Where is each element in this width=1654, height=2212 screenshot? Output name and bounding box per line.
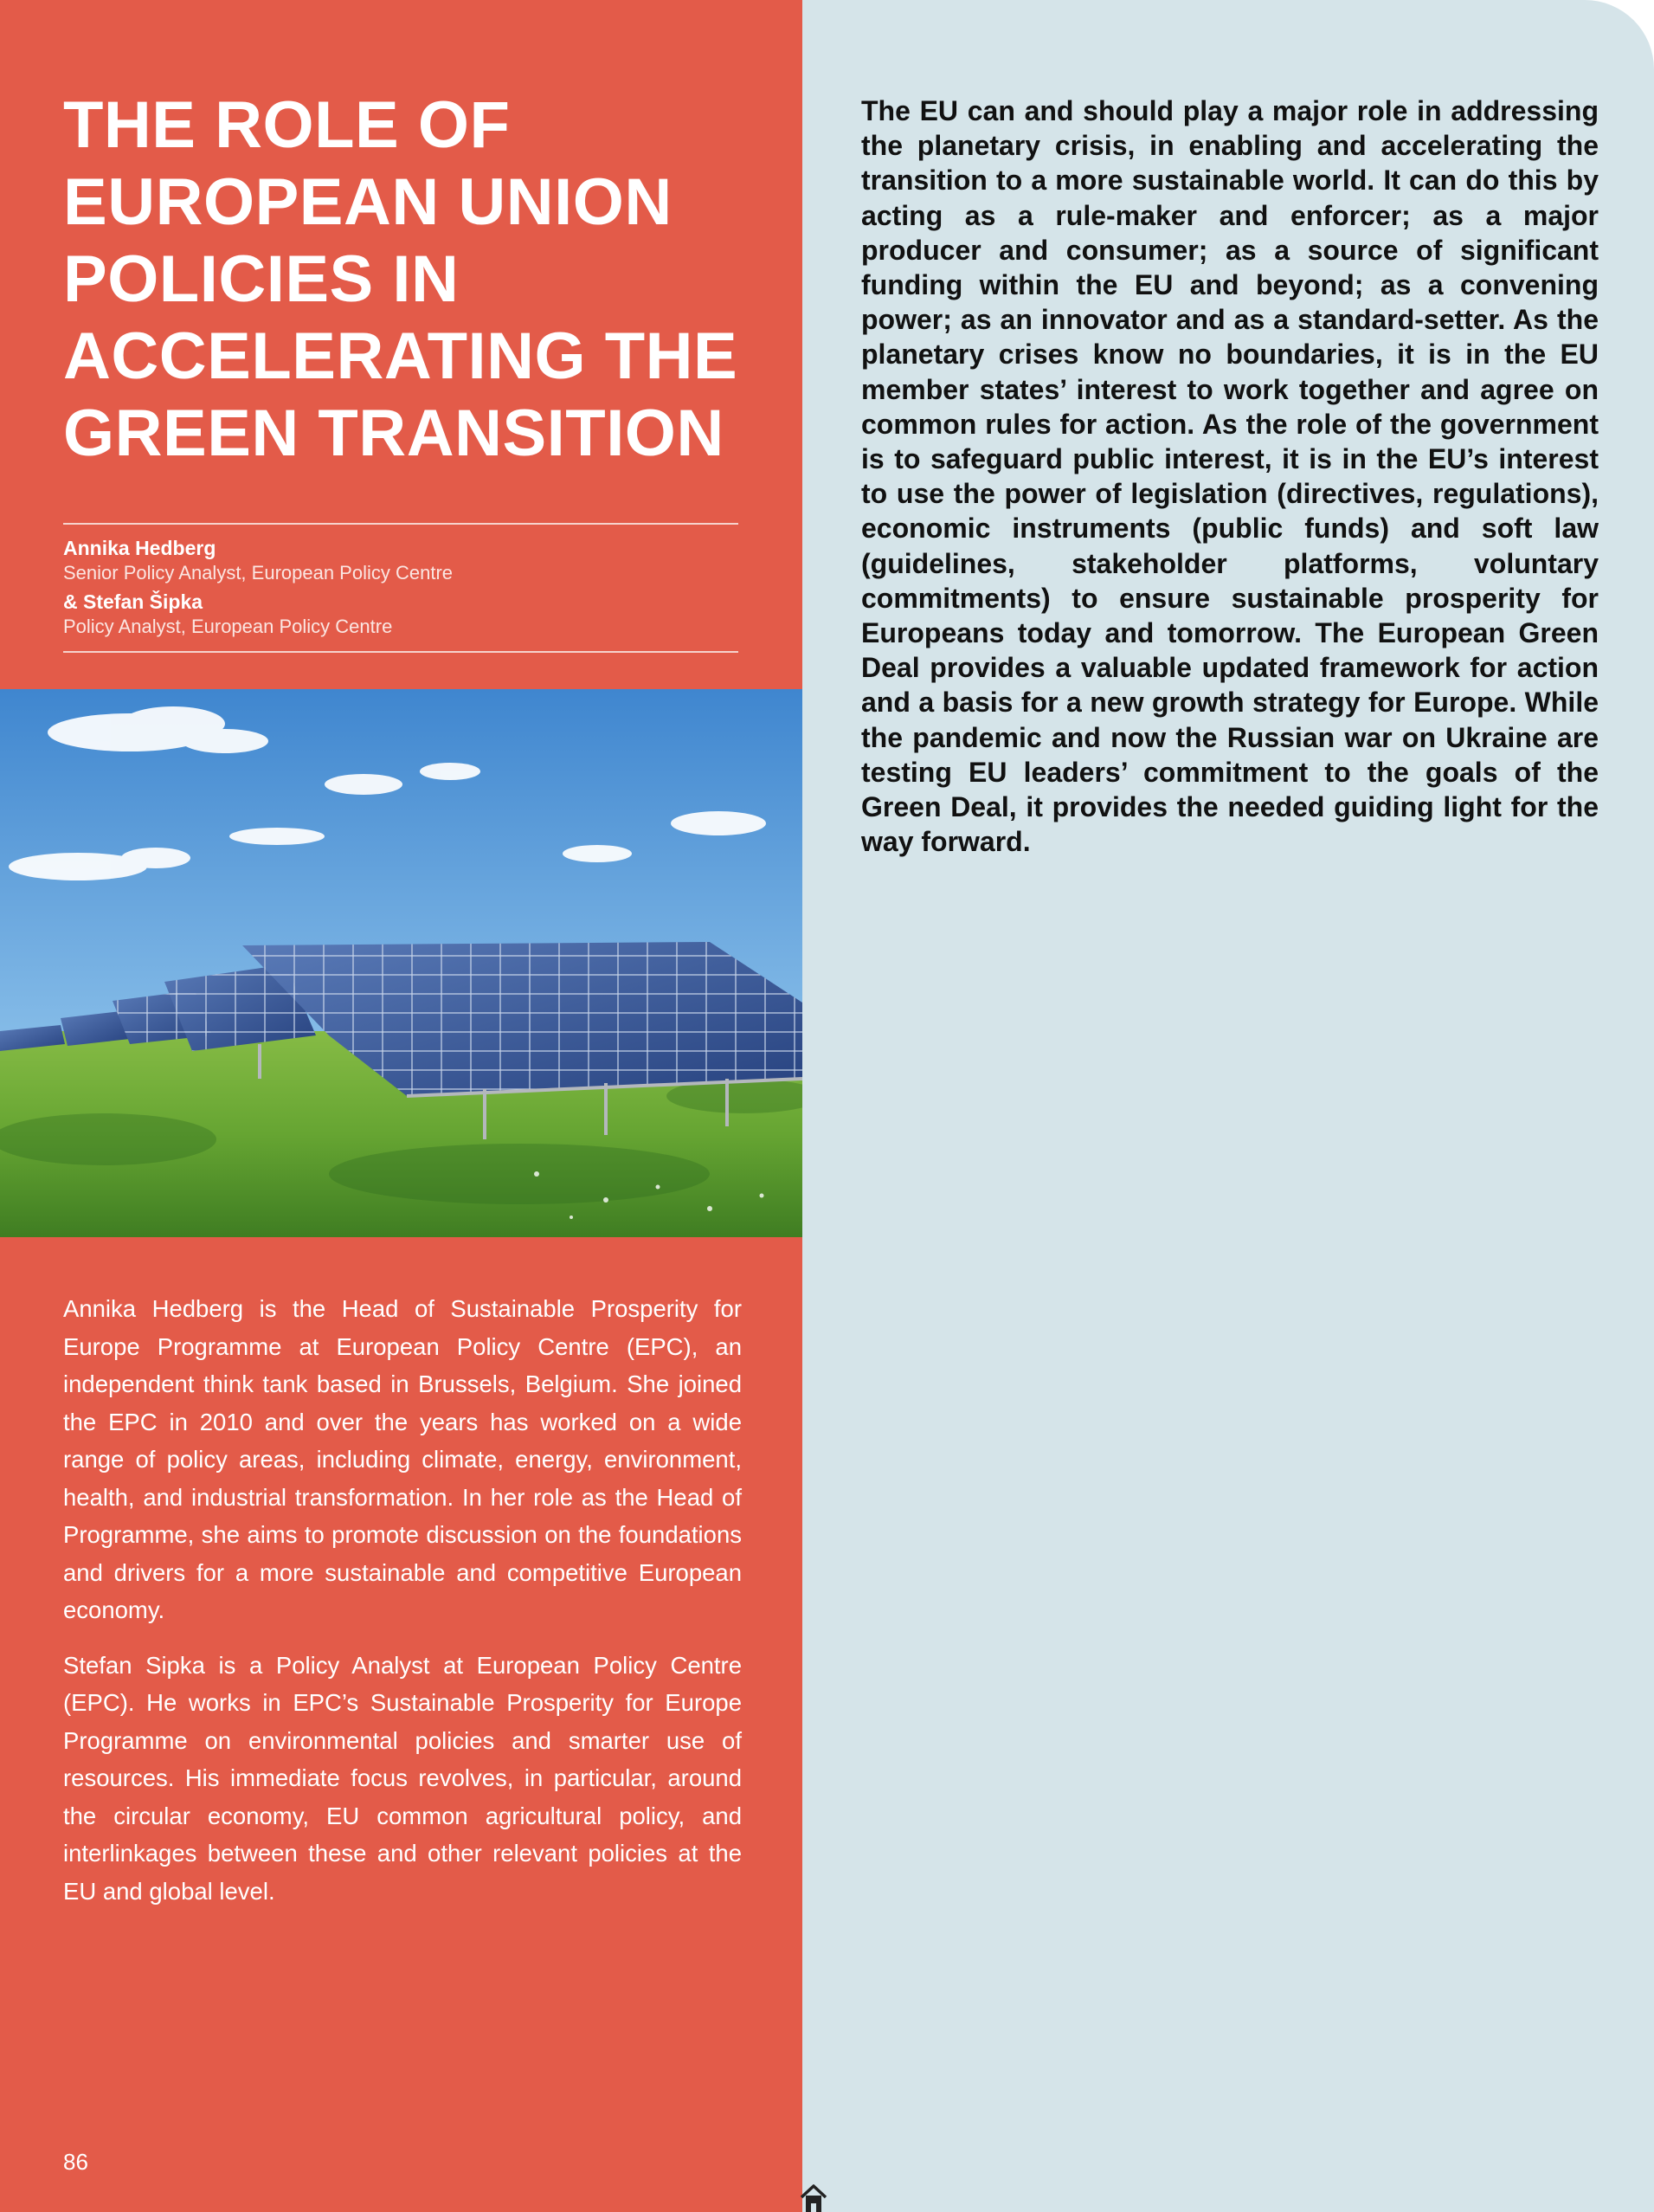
author-bios — [63, 1290, 742, 1927]
divider-top — [63, 523, 738, 525]
author-name: & Stefan Šipka — [63, 590, 203, 613]
solar-panel-field-photo — [0, 689, 802, 1237]
lead-paragraph: The EU can and should play a major role in addressing the planetary crisis, in enabling and accelerating the transition to a more sustainable world. It can do this by acting as a rule-maker and enforcer; as a major producer and consumer; as a source of significant funding within the EU and beyond; as a convening power; as an innovator and as a standard-setter. As the planetary crises know no boundaries, it is in the EU member states’ interest to work together and agree on common rules for action. As the role of the government is to safeguard public interest, it is in the EU’s interest to use the power of legislation (directives, regulations), economic instruments (public funds) and soft law (guidelines, stakeholder platforms, voluntary commitments) to ensure sustainable prosperity for Europeans today and tomorrow. The European Green Deal provides a valuable updated framework for action and a basis for a new growth strategy for Europe. While the pandemic and now the Russian war on Ukraine are testing EU leaders’ commitment to the goals of the Green Deal, it provides the needed guiding light for the way forward. — [861, 95, 1599, 858]
divider-bottom — [63, 651, 738, 653]
author-role: Senior Policy Analyst, European Policy Centre — [63, 562, 454, 584]
author-block — [63, 535, 738, 642]
bio-paragraph: Stefan Sipka is a Policy Analyst at European Policy Centre (EPC). He works in EPC’s Sustainable Prosperity for Europe Programme on environmental policies and smarter use of resources. His immediate focus revolves, in particular, around the circular economy, EU common agricultural policy, and interlinkages between these and other relevant policies at the EU and global level. — [63, 1651, 742, 1905]
page-number: 86 — [63, 2149, 88, 2175]
bio-paragraph: Annika Hedberg is the Head of Sustainable Prosperity for Europe Programme at European Policy Centre (EPC), an independent think tank based in Brussels, Belgium. She joined the EPC in 2010 and over the years has worked on a wide range of policy areas, including climate, energy, environment, health, and industrial transformation. In her role as the Head of Programme, she aims to promote discussion on the foundations and drivers for a more sustainable and competitive European economy. — [63, 1295, 742, 1623]
home-icon[interactable] — [798, 2182, 829, 2212]
author-name: Annika Hedberg — [63, 537, 216, 559]
article-title: THE ROLE OF EUROPEAN UNION POLICIES IN ACCELERATING THE GREEN TRANSITION — [63, 88, 738, 470]
author-role: Policy Analyst, European Policy Centre — [63, 616, 393, 637]
